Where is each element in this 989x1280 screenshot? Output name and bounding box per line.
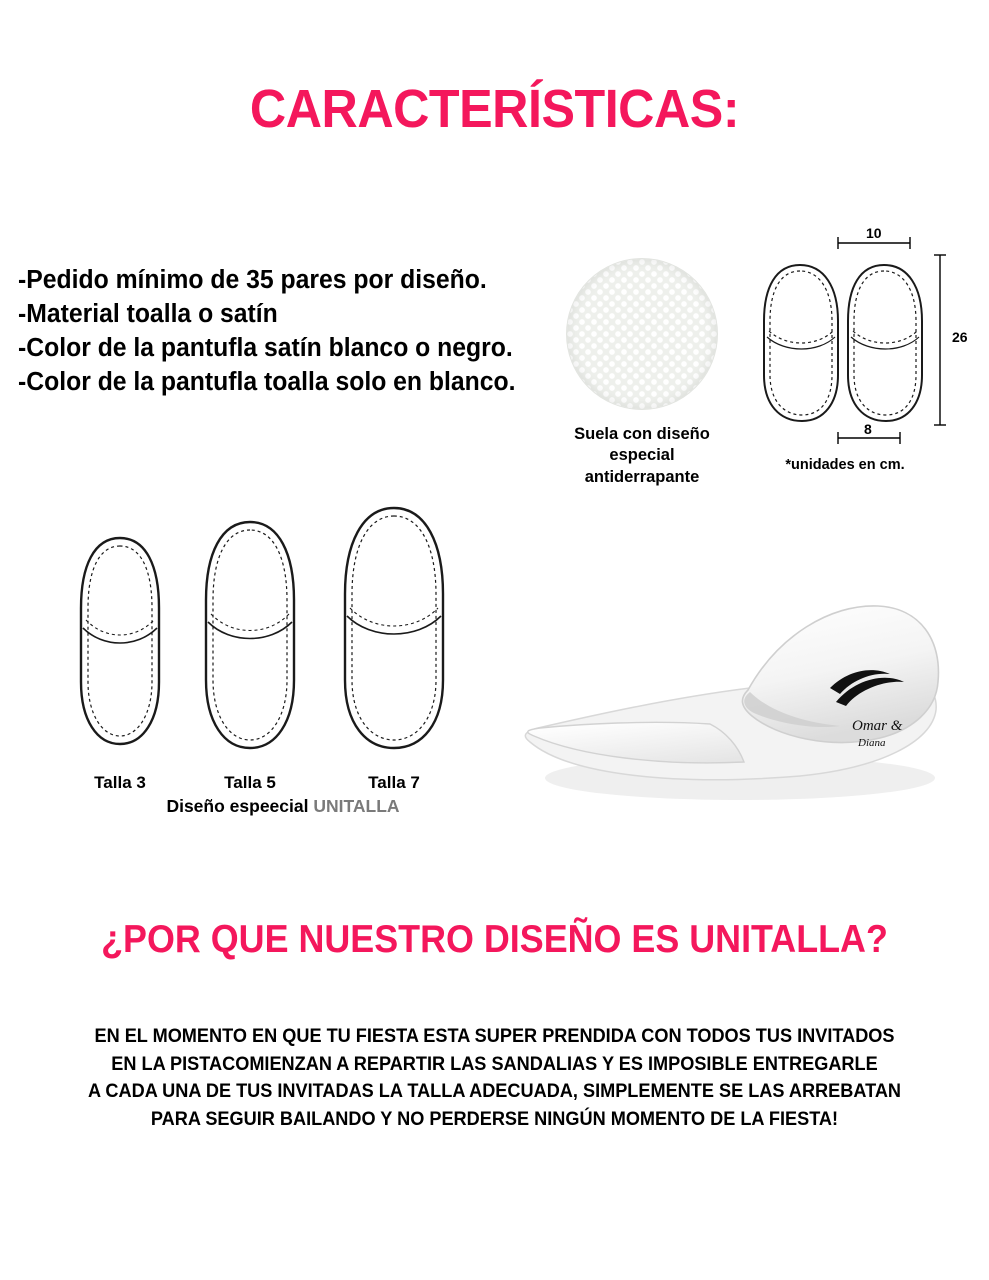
size-item-talla-3: [60, 524, 180, 793]
sole-caption: [552, 424, 732, 488]
unitalla-caption-accent: UNITALLA: [313, 796, 400, 816]
paragraph-line: PARA SEGUIR BAILANDO Y NO PERDERSE NINGÚN MOMENTO DE LA FIESTA!: [150, 1108, 839, 1131]
slipper-outline-small-svg: [61, 524, 179, 764]
features-list: [18, 264, 542, 400]
page-title: CARACTERÍSTICAS:: [249, 79, 740, 139]
sole-caption-line2: especial antiderrapante: [584, 446, 700, 486]
sole-caption-line1: Suela con diseño: [574, 425, 710, 443]
sizes-figure: [60, 494, 490, 824]
section-title-unitalla: ¿POR QUE NUESTRO DISEÑO ES UNITALLA?: [101, 918, 888, 961]
unitalla-caption-prefix: Diseño espeecial: [166, 796, 314, 816]
units-note: *unidades en cm.: [785, 457, 905, 473]
photo-logo-subtext: Diana: [858, 737, 886, 749]
feature-item: -Pedido mínimo de 35 pares por diseño.: [18, 266, 487, 294]
sole-texture-image: [566, 258, 718, 410]
size-label: Talla 5: [224, 773, 276, 792]
photo-logo-text: Omar &: [852, 718, 903, 734]
feature-item: -Color de la pantufla satín blanco o negro.: [18, 333, 513, 362]
size-label: Talla 3: [94, 773, 146, 792]
paragraph-line: A CADA UNA DE TUS INVITADAS LA TALLA ADECUADA, SIMPLEMENTE SE LAS ARREBATAN: [87, 1080, 902, 1103]
size-item-talla-7: [318, 494, 470, 793]
paragraph-line: EN LA PISTACOMIENZAN A REPARTIR LAS SANDALIAS Y ES IMPOSIBLE ENTREGARLE: [111, 1052, 878, 1075]
paragraph-line: EN EL MOMENTO EN QUE TU FIESTA ESTA SUPER PRENDIDA CON TODOS TUS INVITADOS: [94, 1025, 895, 1047]
sole-figure: [552, 258, 732, 488]
slipper-photo-svg: [500, 570, 970, 820]
feature-item: -Color de la pantufla toalla solo en blanco.: [18, 367, 516, 396]
slipper-pair-svg: [740, 225, 980, 455]
dimension-diagram: [740, 225, 980, 485]
size-label: Talla 7: [368, 773, 420, 792]
bottom-paragraph: [35, 1023, 955, 1134]
size-item-talla-5: [182, 508, 318, 793]
dimension-bottom-width-label: 8: [864, 421, 872, 437]
slipper-outline-medium-svg: [183, 508, 317, 764]
slipper-outline-large-svg: [319, 494, 469, 764]
dimension-height-label: 26: [952, 329, 968, 345]
dimension-top-width-label: 10: [866, 225, 882, 241]
unitalla-caption: [118, 796, 448, 817]
product-photo: [500, 570, 970, 820]
feature-item: -Material toalla o satín: [18, 299, 278, 328]
